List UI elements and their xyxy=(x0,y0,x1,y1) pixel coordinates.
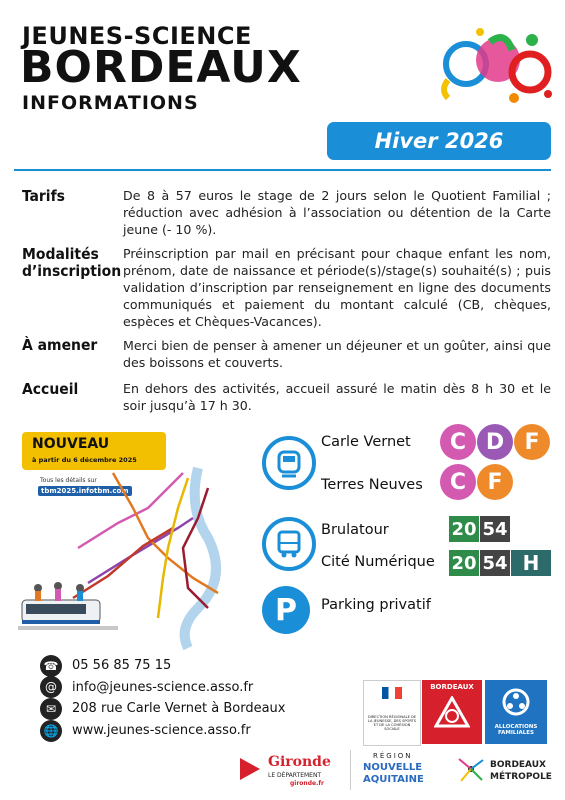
nouveau-title: NOUVEAU xyxy=(32,436,110,452)
tram-line-f-badge: F xyxy=(514,424,550,460)
bus-line-20-badge: 20 xyxy=(449,516,479,542)
tram-line-c-badge: C xyxy=(440,424,476,460)
section-text-tarifs: De 8 à 57 euros le stage de 2 jours selon le Quotient Familial ; réduction avec adhésion à l’association ou détention de la Carte jeune (- 10 %). xyxy=(123,188,551,237)
region-name-2: AQUITAINE xyxy=(363,774,424,785)
gironde-sub: LE DÉPARTEMENT xyxy=(268,772,322,779)
bus-line-20-badge: 20 xyxy=(449,550,479,576)
gironde-name: Gironde xyxy=(268,754,331,770)
bus-stop-brulatour: Brulatour xyxy=(321,522,389,538)
tram-network-map xyxy=(18,428,250,650)
prefet-caption: DIRECTION RÉGIONALE DE LA JEUNESSE, DES SPORTS ET DE LA COHÉSION SOCIALE xyxy=(367,715,417,731)
details-link[interactable]: tbm2025.infotbm.com xyxy=(38,486,132,496)
bus-stop-cite-numerique: Cité Numérique xyxy=(321,554,435,570)
parking-label: Parking privatif xyxy=(321,597,431,613)
section-title-tarifs: Tarifs xyxy=(22,187,65,205)
metropole-logo xyxy=(456,750,551,790)
tram-illustration xyxy=(18,574,118,636)
phone-icon: ☎ xyxy=(40,655,62,677)
gironde-logo xyxy=(236,750,344,790)
bordeaux-logo xyxy=(422,680,482,744)
region-label: RÉGION xyxy=(373,752,413,760)
globe-icon: 🌐 xyxy=(40,720,62,742)
bordeaux-logo-text: BORDEAUX xyxy=(430,683,474,691)
jsb-logo xyxy=(430,20,555,108)
tram-stop-carle-vernet: Carle Vernet xyxy=(321,434,411,450)
caf-logo xyxy=(485,680,547,744)
bus-icon xyxy=(262,517,316,571)
metropole-name-2: MÉTROPOLE xyxy=(490,772,552,782)
contact-email[interactable]: info@jeunes-science.asso.fr xyxy=(72,680,254,695)
at-icon: @ xyxy=(40,676,62,698)
org-name-line3: INFORMATIONS xyxy=(22,92,199,114)
region-name-1: NOUVELLE xyxy=(363,762,423,773)
section-title-inscription: Modalités d’inscription xyxy=(22,245,122,280)
section-title-amener: À amener xyxy=(22,336,98,354)
gironde-url: gironde.fr xyxy=(290,780,324,787)
metropole-name-1: BORDEAUX xyxy=(490,760,546,770)
caf-caption: ALLOCATIONS FAMILIALES xyxy=(494,724,538,736)
parking-icon xyxy=(262,586,310,634)
org-name-line1: JEUNES-SCIENCE xyxy=(22,22,252,50)
bus-line-54-badge: 54 xyxy=(480,550,510,576)
region-logo xyxy=(350,750,455,790)
contact-phone[interactable]: 05 56 85 75 15 xyxy=(72,658,172,673)
parking-letter: P xyxy=(275,592,297,628)
french-flag-icon xyxy=(382,687,402,699)
section-text-amener: Merci bien de penser à amener un déjeuner et un goûter, ainsi que des boissons et couverts. xyxy=(123,338,551,370)
bus-line-54-badge: 54 xyxy=(480,516,510,542)
section-text-inscription: Préinscription par mail en précisant pour chaque enfant les nom, prénom, date de naissance et période(s)/stage(s) souhaité(s) ; puis validation d’inscription par renseignement en ligne des documents communiqués et paiement du montant calculé (CB, chèques, espèces et Chèques-Vacances). xyxy=(123,246,551,329)
tram-stop-terres-neuves: Terres Neuves xyxy=(321,477,423,493)
org-name-line2: BORDEAUX xyxy=(20,42,302,93)
section-text-accueil: En dehors des activités, accueil assuré le matin dès 8 h 30 et le soir jusqu’à 17 h 30. xyxy=(123,381,551,413)
header-divider xyxy=(14,169,551,171)
tram-line-f-badge: F xyxy=(477,464,513,500)
tram-line-c-badge: C xyxy=(440,464,476,500)
mail-icon: ✉ xyxy=(40,698,62,720)
prefet-logo xyxy=(363,680,421,746)
section-title-accueil: Accueil xyxy=(22,380,79,398)
contact-website[interactable]: www.jeunes-science.asso.fr xyxy=(72,723,251,738)
details-label: Tous les détails sur xyxy=(40,477,97,484)
nouveau-date: à partir du 6 décembre 2025 xyxy=(32,456,137,464)
tram-icon xyxy=(262,436,316,490)
tram-line-d-badge: D xyxy=(477,424,513,460)
contact-address: 208 rue Carle Vernet à Bordeaux xyxy=(72,701,286,716)
season-banner: Hiver 2026 xyxy=(327,122,551,160)
bus-line-h-badge: H xyxy=(511,550,551,576)
